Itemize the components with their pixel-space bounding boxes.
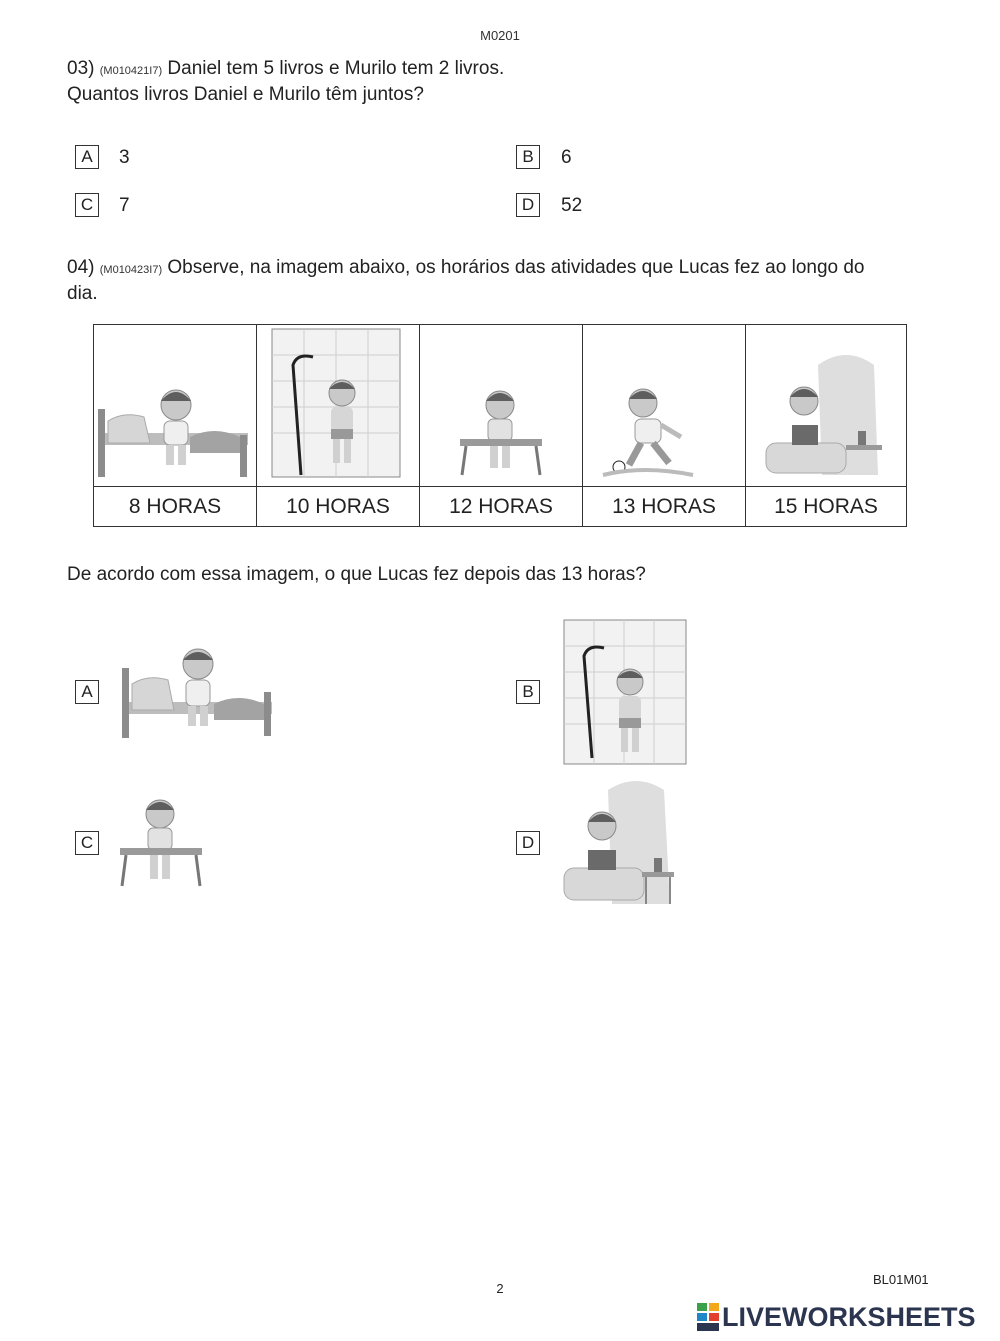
booklet-code: BL01M01 <box>873 1272 929 1287</box>
q4-option-a-bed-image[interactable] <box>118 640 278 740</box>
timeline-eating-scene <box>420 325 583 486</box>
liveworksheets-logo-icon <box>697 1303 719 1331</box>
timeline-label-15: 15 HORAS <box>746 486 906 526</box>
q3-option-c[interactable] <box>75 193 99 217</box>
q3-text-line1: Daniel tem 5 livros e Murilo tem 2 livros. <box>167 58 505 79</box>
q4-text-line1: Observe, na imagem abaixo, os horários das atividades que Lucas fez ao longo do <box>167 257 865 278</box>
option-letter-box: C <box>75 831 99 855</box>
timeline-label-12: 12 HORAS <box>420 486 583 526</box>
q3-option-b[interactable] <box>516 145 540 169</box>
timeline-soccer-scene <box>583 325 746 486</box>
q3-line1 <box>67 58 504 80</box>
q4-code: (M010423I7) <box>99 264 163 276</box>
page-number: 2 <box>496 1281 504 1296</box>
option-letter-box: D <box>516 831 540 855</box>
q3-text-line2: Quantos livros Daniel e Murilo têm juntos? <box>67 84 424 105</box>
q4-line1 <box>67 257 865 279</box>
q3-number: 03) <box>67 58 95 79</box>
q3-option-d[interactable] <box>516 193 540 217</box>
timeline-shower-scene <box>257 325 420 486</box>
option-letter-box: C <box>75 193 99 217</box>
q4-option-c[interactable] <box>75 831 99 855</box>
timeline-label-8: 8 HORAS <box>94 486 257 526</box>
q3-option-d-value: 52 <box>561 195 583 216</box>
option-letter-box: B <box>516 145 540 169</box>
option-letter-box: A <box>75 145 99 169</box>
q4-option-b[interactable] <box>516 680 540 704</box>
q4-option-a[interactable] <box>75 680 99 704</box>
q4-option-b-shower-image[interactable] <box>560 618 690 768</box>
option-letter-box: A <box>75 680 99 704</box>
page-code: M0201 <box>480 28 520 43</box>
q4-option-d[interactable] <box>516 831 540 855</box>
q4-option-c-eating-image[interactable] <box>118 796 208 890</box>
q4-option-d-reading-image[interactable] <box>560 780 690 908</box>
timeline-bed-scene <box>94 325 257 486</box>
option-letter-box: B <box>516 680 540 704</box>
q4-text-line2: dia. <box>67 283 98 304</box>
timeline-label-13: 13 HORAS <box>583 486 746 526</box>
brand-name[interactable]: LIVEWORKSHEETS <box>722 1302 976 1332</box>
q4-number: 04) <box>67 257 95 278</box>
q3-option-c-value: 7 <box>119 195 130 216</box>
option-letter-box: D <box>516 193 540 217</box>
timeline-label-10: 10 HORAS <box>257 486 420 526</box>
q3-option-a-value: 3 <box>119 147 130 168</box>
timeline-reading-scene <box>746 325 906 486</box>
q3-option-b-value: 6 <box>561 147 572 168</box>
q4-question: De acordo com essa imagem, o que Lucas fez depois das 13 horas? <box>67 564 646 585</box>
timeline-table <box>93 324 907 527</box>
q3-option-a[interactable] <box>75 145 99 169</box>
q3-code: (M010421I7) <box>99 65 163 77</box>
